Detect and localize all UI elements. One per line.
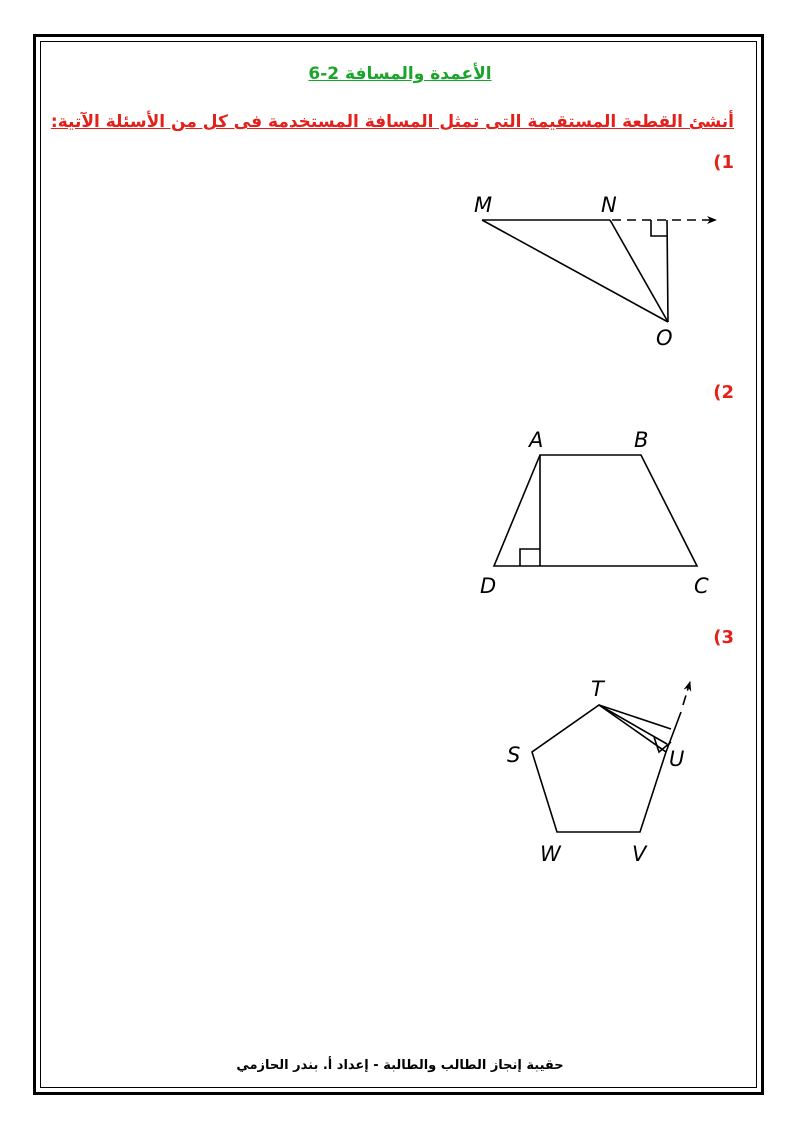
label-s: S <box>507 743 521 767</box>
label-a: A <box>529 428 544 452</box>
label-b: B <box>634 428 649 452</box>
lesson-title: 6-2 الأعمدة والمسافة <box>308 64 492 84</box>
perpendicular-o <box>667 220 668 322</box>
label-t: T <box>591 677 604 701</box>
dashed-ray-2 <box>683 682 690 705</box>
right-angle-mark-1 <box>651 220 667 236</box>
instruction-text: أنشئ القطعة المستقيمة التى تمثل المسافة المستخدمة فى كل من الأسئلة الآتية: <box>50 112 734 132</box>
label-c: C <box>694 574 709 598</box>
figure-2-trapezoid <box>494 455 697 566</box>
label-n: N <box>601 193 617 217</box>
label-m: M <box>474 193 493 217</box>
label-o: O <box>656 326 673 350</box>
footer-credit: حقيبة إنجاز الطالب والطالبة - إعداد أ. بندر الحازمي <box>236 1058 564 1073</box>
question-number-3: (3 <box>713 627 734 648</box>
label-u: U <box>669 747 685 771</box>
right-angle-mark-2 <box>520 549 540 566</box>
label-v: V <box>632 842 647 866</box>
question-number-1: (1 <box>713 152 734 173</box>
segment-mo <box>482 220 668 322</box>
label-w: W <box>540 842 561 866</box>
pentagon-tuvws <box>532 705 666 832</box>
figure-1-triangle <box>482 220 716 322</box>
figure-3-pentagon <box>532 682 690 832</box>
label-d: D <box>480 574 497 598</box>
extension-line <box>666 712 681 752</box>
question-number-2: (2 <box>713 382 734 403</box>
